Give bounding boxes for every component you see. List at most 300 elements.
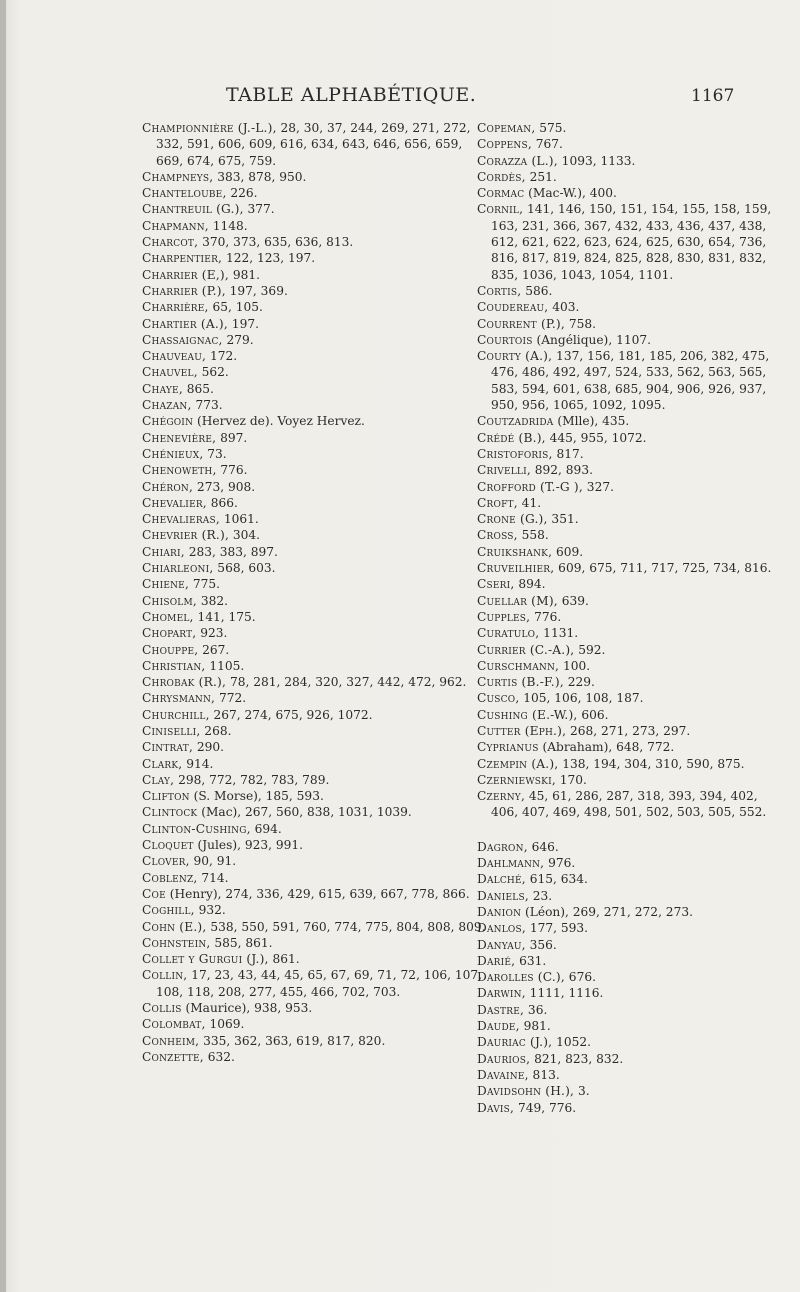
entry-name: Crédé (B.),	[477, 430, 546, 445]
entry-references: 981.	[228, 267, 260, 282]
entry-name: Danion	[477, 904, 522, 919]
index-entry	[477, 201, 787, 282]
index-entry	[142, 430, 487, 446]
entry-references: 45, 61, 286, 287, 318, 393, 394, 402, 406, 407, 469, 498, 501, 502, 503, 505, 552.	[491, 789, 767, 820]
index-entry	[477, 593, 787, 609]
entry-references: 776.	[216, 463, 248, 478]
entry-references: 141, 146, 150, 151, 154, 155, 158, 159, 163, 231, 366, 367, 432, 433, 436, 437, 438, 612, 621, 622, 623, 624, 625, 630, 654, 736, 816, 817, 819, 824, 825, 828, 830, 831, 832, 835, 1036, 1043, 1054, 1101.	[491, 202, 772, 282]
entry-references: 773.	[191, 398, 223, 413]
index-entry	[142, 658, 487, 674]
entry-name: Cordès,	[477, 169, 526, 184]
entry-name: Crofford (T.-G ),	[477, 479, 583, 494]
index-entry	[477, 707, 787, 723]
entry-name: Chouppe,	[142, 642, 199, 657]
index-entry	[142, 218, 487, 234]
entry-references: 606.	[577, 707, 609, 722]
entry-references: 866.	[206, 495, 238, 510]
entry-name: Cruikshank,	[477, 544, 553, 559]
entry-references: 177, 593.	[525, 921, 588, 936]
index-entry	[477, 299, 787, 315]
entry-references: 100.	[559, 658, 591, 673]
entry-name: Chrysmann,	[142, 691, 216, 706]
entry-references: 817.	[552, 446, 584, 461]
index-entry	[142, 364, 487, 380]
index-entry	[142, 250, 487, 266]
entry-references: (Maurice), 938, 953.	[181, 1001, 313, 1016]
entry-references: 78, 281, 284, 320, 327, 442, 472, 962.	[226, 675, 467, 690]
entry-references: 615, 634.	[525, 872, 588, 887]
index-entry	[142, 804, 487, 820]
entry-references: 639.	[557, 593, 589, 608]
entry-name: Courtois	[477, 332, 533, 347]
index-entry	[477, 136, 787, 152]
entry-references: 3.	[574, 1084, 590, 1099]
entry-references: 813.	[528, 1067, 560, 1082]
entry-references: 609, 675, 711, 717, 725, 734, 816.	[554, 561, 772, 576]
entry-references: (Mlle), 435.	[553, 414, 630, 429]
entry-references: (Mac), 267, 560, 838, 1031, 1039.	[197, 805, 412, 820]
entry-name: Darwin,	[477, 986, 526, 1001]
index-entry	[477, 332, 787, 348]
entry-name: Coghill,	[142, 903, 195, 918]
entry-references: 327.	[582, 479, 614, 494]
index-entry	[477, 283, 787, 299]
entry-references: 714.	[197, 870, 229, 885]
entry-name: Chantreuil (G.),	[142, 202, 244, 217]
index-entry	[142, 674, 487, 690]
index-entry	[142, 576, 487, 592]
entry-name: Charrier (E,),	[142, 267, 229, 282]
entry-name: Chisolm,	[142, 593, 197, 608]
entry-name: Dagron,	[477, 839, 528, 854]
index-entry	[142, 1000, 487, 1016]
index-entry	[477, 625, 787, 641]
index-entry	[142, 853, 487, 869]
entry-references: 1111, 1116.	[525, 986, 604, 1001]
entry-name: Darolles (C.),	[477, 970, 565, 985]
entry-name: Championnière (J.-L.),	[142, 121, 277, 135]
entry-name: Davaine,	[477, 1067, 529, 1082]
entry-references: 356.	[525, 937, 557, 952]
entry-references: 676.	[564, 970, 596, 985]
entry-name: Clintock	[142, 805, 198, 820]
entry-references: 17, 23, 43, 44, 45, 65, 67, 69, 71, 72, 106, 107, 108, 118, 208, 277, 455, 466, 702, 703.	[156, 968, 482, 999]
entry-references: 981.	[519, 1019, 551, 1034]
entry-name: Chevalier,	[142, 495, 207, 510]
index-section-d	[477, 839, 787, 1116]
index-entry	[477, 969, 787, 985]
index-entry	[142, 185, 487, 201]
index-entry	[142, 821, 487, 837]
index-entry	[142, 690, 487, 706]
index-entry	[477, 888, 787, 904]
entry-references: 23.	[528, 888, 553, 903]
entry-name: Charpentier,	[142, 251, 223, 266]
entry-references: 197.	[227, 316, 259, 331]
entry-references: (Angélique), 1107.	[532, 332, 651, 347]
entry-references: 122, 123, 197.	[222, 251, 316, 266]
entry-name: Chazan,	[142, 398, 192, 413]
entry-references: 197, 369.	[225, 283, 288, 298]
entry-references: 586.	[521, 283, 553, 298]
entry-name: Chénieux,	[142, 446, 204, 461]
entry-references: 1052.	[552, 1035, 592, 1050]
entry-name: Chartier (A.),	[142, 316, 228, 331]
index-entry	[142, 837, 487, 853]
entry-references: 403.	[548, 300, 580, 315]
index-entry	[142, 756, 487, 772]
entry-references: 767.	[531, 137, 563, 152]
index-entry	[142, 870, 487, 886]
entry-references: 28, 30, 37, 244, 269, 271, 272, 332, 591, 606, 609, 616, 634, 643, 646, 656, 659, 669, 674, 675, 759.	[156, 121, 471, 168]
entry-references: 776.	[530, 609, 562, 624]
entry-name: Clark,	[142, 756, 183, 771]
entry-references: 923.	[196, 626, 228, 641]
index-entry	[477, 462, 787, 478]
index-entry	[477, 153, 787, 169]
index-entry	[477, 1083, 787, 1099]
index-entry	[142, 1016, 487, 1032]
entry-references: (Abraham), 648, 772.	[538, 740, 675, 755]
index-entry	[142, 723, 487, 739]
index-entry	[477, 788, 787, 821]
index-entry	[142, 527, 487, 543]
entry-references: 377.	[243, 202, 275, 217]
entry-name: Czerniewski,	[477, 772, 556, 787]
entry-name: Courty (A.),	[477, 349, 553, 364]
index-entry	[477, 609, 787, 625]
index-entry	[142, 267, 487, 283]
entry-references: 65, 105.	[208, 300, 263, 315]
entry-name: Chrobak (R.),	[142, 675, 227, 690]
index-section-c	[477, 120, 787, 821]
entry-references: 609.	[552, 544, 584, 559]
entry-references: 383, 878, 950.	[213, 169, 307, 184]
entry-name: Danlos,	[477, 921, 526, 936]
index-entry	[142, 413, 487, 429]
entry-references: 568, 603.	[213, 561, 276, 576]
entry-name: Conzette,	[142, 1049, 204, 1064]
index-entry	[477, 544, 787, 560]
entry-name: Chaye,	[142, 381, 183, 396]
index-entry	[142, 169, 487, 185]
entry-name: Cormac	[477, 186, 525, 201]
entry-name: Coutzadrida	[477, 414, 554, 429]
section-gap	[477, 821, 787, 839]
entry-references: 1069.	[205, 1017, 245, 1032]
index-entry	[477, 871, 787, 887]
index-entry	[142, 511, 487, 527]
entry-name: Clinton-Cushing,	[142, 821, 251, 836]
entry-references: 932.	[194, 903, 226, 918]
index-entry	[477, 1051, 787, 1067]
entry-name: Copeman,	[477, 121, 536, 135]
page-spine-edge	[0, 0, 6, 1292]
entry-name: Cushing (E.-W.),	[477, 707, 578, 722]
entry-references: 558.	[517, 528, 549, 543]
entry-references: (Henry), 274, 336, 429, 615, 639, 667, 778, 866.	[165, 886, 470, 901]
entry-references: 279.	[222, 332, 254, 347]
entry-name: Cornil,	[477, 202, 524, 217]
entry-references: 290.	[193, 740, 225, 755]
entry-name: Croft,	[477, 495, 518, 510]
entry-references: 897.	[216, 430, 248, 445]
index-entry	[142, 902, 487, 918]
entry-references: 73.	[203, 446, 227, 461]
index-entry	[477, 1067, 787, 1083]
entry-name: Daniels,	[477, 888, 529, 903]
index-entry	[477, 560, 787, 576]
index-entry	[142, 299, 487, 315]
entry-name: Chapmann,	[142, 218, 209, 233]
entry-name: Dauriac (J.),	[477, 1035, 553, 1050]
entry-name: Cortis,	[477, 283, 522, 298]
entry-name: Clover,	[142, 854, 190, 869]
entry-references: 445, 955, 1072.	[545, 430, 647, 445]
entry-name: Cuellar (M),	[477, 593, 558, 608]
entry-name: Coppens,	[477, 137, 532, 152]
entry-references: 631.	[515, 953, 547, 968]
entry-name: Coblenz,	[142, 870, 198, 885]
entry-references: 105, 106, 108, 187.	[519, 691, 644, 706]
index-entry	[142, 544, 487, 560]
entry-name: Cutter (Eph.),	[477, 723, 567, 738]
entry-name: Charcot,	[142, 235, 199, 250]
entry-name: Clay,	[142, 772, 175, 787]
index-entry	[477, 576, 787, 592]
entry-name: Currier (C.-A.),	[477, 642, 575, 657]
entry-name: Ciniselli,	[142, 723, 201, 738]
index-entry	[142, 462, 487, 478]
entry-references: 268, 271, 273, 297.	[566, 723, 691, 738]
entry-references: 575.	[535, 121, 567, 135]
index-entry	[142, 234, 487, 250]
index-entry	[477, 169, 787, 185]
index-entry	[142, 381, 487, 397]
entry-references: 538, 550, 591, 760, 774, 775, 804, 808, 809.	[206, 919, 486, 934]
index-entry	[142, 935, 487, 951]
index-entry	[142, 479, 487, 495]
entry-references: 370, 373, 635, 636, 813.	[198, 235, 354, 250]
entry-name: Christian,	[142, 658, 206, 673]
entry-name: Chenevière,	[142, 430, 217, 445]
index-entry	[477, 953, 787, 969]
entry-name: Corazza (L.),	[477, 153, 558, 168]
index-entry	[477, 904, 787, 920]
index-entry	[477, 674, 787, 690]
index-entry	[142, 967, 487, 1000]
index-entry	[142, 1049, 487, 1065]
entry-name: Davis,	[477, 1100, 515, 1115]
entry-references: 226.	[226, 186, 258, 201]
index-column-left	[142, 120, 487, 1065]
index-entry	[477, 120, 787, 136]
entry-references: 267.	[198, 642, 230, 657]
entry-name: Cohnstein,	[142, 935, 211, 950]
index-entry	[142, 886, 487, 902]
entry-name: Chiari,	[142, 544, 185, 559]
index-entry	[477, 658, 787, 674]
entry-name: Colombat,	[142, 1017, 206, 1032]
entry-name: Cloquet	[142, 838, 194, 853]
index-entry	[142, 560, 487, 576]
entry-name: Cintrat,	[142, 740, 194, 755]
entry-references: 41.	[517, 495, 542, 510]
entry-references: 865.	[182, 381, 214, 396]
entry-references: 749, 776.	[514, 1100, 577, 1115]
index-entry	[142, 609, 487, 625]
index-entry	[477, 527, 787, 543]
entry-name: Champneys,	[142, 169, 214, 184]
entry-references: 335, 362, 363, 619, 817, 820.	[199, 1033, 386, 1048]
entry-name: Churchill,	[142, 707, 210, 722]
entry-references: 251.	[525, 169, 557, 184]
index-entry	[477, 642, 787, 658]
entry-references: 1148.	[208, 218, 248, 233]
entry-name: Chevrier (R.),	[142, 528, 230, 543]
entry-references: 914.	[182, 756, 214, 771]
page-header	[0, 84, 800, 114]
entry-references: 141, 175.	[193, 609, 256, 624]
entry-references: 382.	[196, 593, 228, 608]
entry-references: 170.	[555, 772, 587, 787]
entry-name: Collis	[142, 1001, 182, 1016]
index-entry	[477, 937, 787, 953]
entry-name: Chiene,	[142, 577, 190, 592]
entry-name: Cross,	[477, 528, 518, 543]
entry-references: 861.	[268, 952, 300, 967]
entry-name: Chiarleoni,	[142, 561, 214, 576]
entry-name: Cohn (E.),	[142, 919, 207, 934]
index-entry	[142, 446, 487, 462]
entry-references: (S. Morse), 185, 593.	[189, 789, 324, 804]
index-entry	[477, 1018, 787, 1034]
entry-references: 892, 893.	[530, 463, 593, 478]
index-entry	[477, 756, 787, 772]
index-entry	[477, 348, 787, 413]
entry-references: 172.	[206, 349, 238, 364]
entry-name: Conheim,	[142, 1033, 200, 1048]
entry-references: 646.	[527, 839, 559, 854]
entry-name: Courrent (P.),	[477, 316, 565, 331]
entry-references: 298, 772, 782, 783, 789.	[174, 772, 330, 787]
entry-references: 1093, 1133.	[557, 153, 636, 168]
entry-references: 1105.	[205, 658, 245, 673]
entry-name: Chégoin	[142, 414, 194, 429]
entry-references: 775.	[189, 577, 221, 592]
index-entry	[477, 690, 787, 706]
index-entry	[142, 739, 487, 755]
index-entry	[477, 723, 787, 739]
entry-references: 1061.	[219, 512, 259, 527]
entry-name: Chauvel,	[142, 365, 198, 380]
index-entry	[142, 788, 487, 804]
entry-references: 592.	[574, 642, 606, 657]
entry-name: Darié,	[477, 953, 516, 968]
index-entry	[142, 707, 487, 723]
index-entry	[142, 951, 487, 967]
entry-name: Chopart,	[142, 626, 197, 641]
entry-references: (Léon), 269, 271, 272, 273.	[521, 904, 693, 919]
entry-name: Chomel,	[142, 609, 194, 624]
entry-name: Charrière,	[142, 300, 209, 315]
entry-references: (Hervez de). Voyez Hervez.	[193, 414, 365, 429]
entry-name: Daurios,	[477, 1051, 531, 1066]
entry-name: Chauveau,	[142, 349, 207, 364]
entry-references: 585, 861.	[210, 935, 273, 950]
entry-name: Cseri,	[477, 577, 515, 592]
entry-references: 694.	[250, 821, 282, 836]
entry-name: Dastre,	[477, 1002, 525, 1017]
entry-references: 562.	[197, 365, 229, 380]
index-entry	[477, 772, 787, 788]
index-entry	[142, 397, 487, 413]
entry-name: Czempin (A.),	[477, 756, 559, 771]
index-entry	[477, 413, 787, 429]
index-entry	[142, 919, 487, 935]
entry-name: Dahlmann,	[477, 856, 545, 871]
entry-name: Charrier (P.),	[142, 283, 226, 298]
index-entry	[477, 839, 787, 855]
entry-name: Daude,	[477, 1019, 520, 1034]
entry-references: 90, 91.	[189, 854, 237, 869]
index-entry	[477, 1002, 787, 1018]
entry-references: 758.	[564, 316, 596, 331]
index-entry	[477, 511, 787, 527]
entry-name: Chenoweth,	[142, 463, 217, 478]
entry-name: Dalché,	[477, 872, 526, 887]
entry-references: 632.	[203, 1049, 235, 1064]
running-title: TABLE ALPHABÉTIQUE.	[226, 84, 477, 106]
entry-name: Collet y Gurgui (J.),	[142, 952, 269, 967]
entry-name: Clifton	[142, 789, 190, 804]
entry-name: Coudereau,	[477, 300, 549, 315]
entry-references: (Mac-W.), 400.	[524, 186, 617, 201]
index-entry	[142, 1033, 487, 1049]
index-entry	[142, 772, 487, 788]
index-entry	[477, 920, 787, 936]
entry-name: Czerny,	[477, 789, 526, 804]
index-entry	[142, 201, 487, 217]
entry-name: Crivelli,	[477, 463, 531, 478]
entry-references: 772.	[215, 691, 247, 706]
entry-name: Chevalieras,	[142, 512, 220, 527]
entry-references: 36.	[524, 1002, 548, 1017]
index-entry	[142, 332, 487, 348]
entry-references: 229.	[563, 675, 595, 690]
index-entry	[142, 283, 487, 299]
index-entry	[142, 625, 487, 641]
index-entry	[477, 430, 787, 446]
entry-references: 283, 383, 897.	[184, 544, 278, 559]
entry-references: 976.	[544, 856, 576, 871]
entry-name: Cristoforis,	[477, 446, 553, 461]
entry-name: Chéron,	[142, 479, 194, 494]
index-entry	[477, 446, 787, 462]
entry-name: Crone (G.),	[477, 512, 548, 527]
index-entry	[477, 985, 787, 1001]
index-entry	[477, 185, 787, 201]
entry-name: Collin,	[142, 968, 188, 983]
entry-name: Chanteloube,	[142, 186, 227, 201]
index-entry	[142, 495, 487, 511]
index-entry	[477, 1034, 787, 1050]
entry-name: Curatulo,	[477, 626, 540, 641]
entry-references: 138, 194, 304, 310, 590, 875.	[558, 756, 745, 771]
index-entry	[477, 495, 787, 511]
entry-name: Davidsohn (H.),	[477, 1084, 575, 1099]
index-entry	[477, 479, 787, 495]
